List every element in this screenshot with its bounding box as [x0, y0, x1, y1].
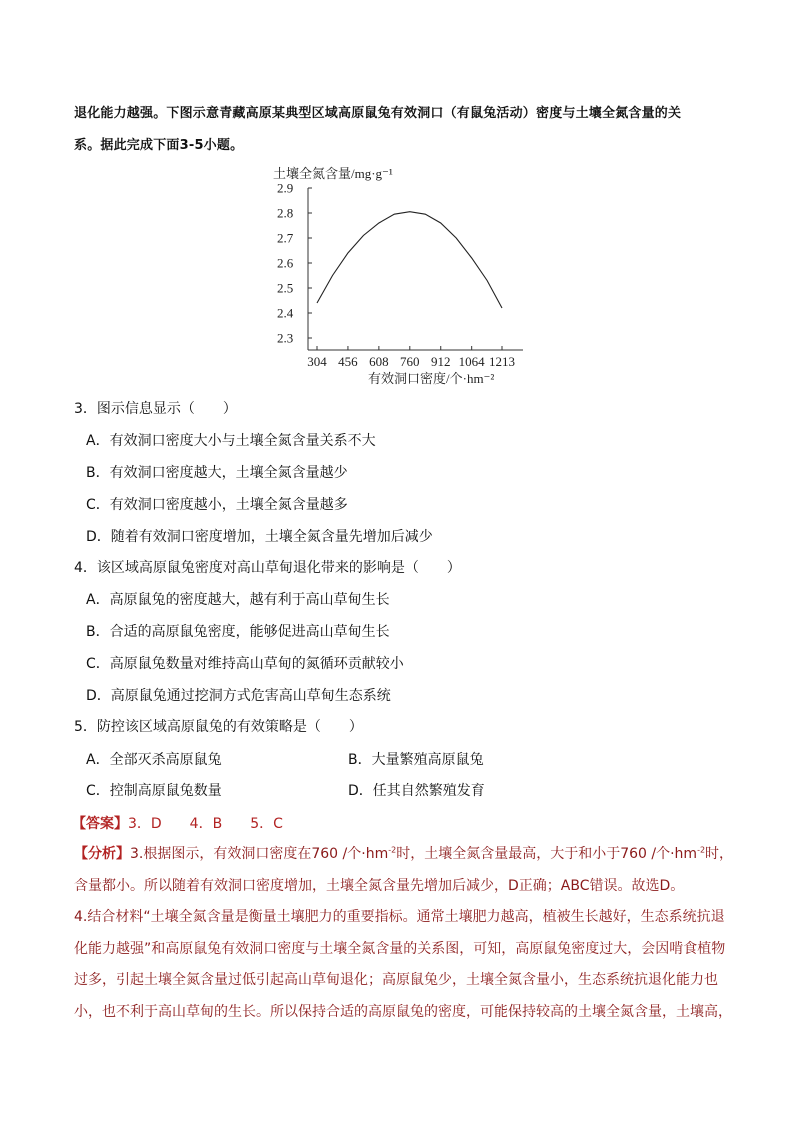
y-tick-label: 2.5 [277, 280, 294, 296]
q5-stem: 5．防控该区域高原鼠兔的有效策略是（ ） [74, 719, 363, 735]
q3-stem: 3．图示信息显示（ ） [74, 401, 237, 417]
q5-option-a: A．全部灭杀高原鼠兔 [86, 752, 222, 768]
answer-line [72, 813, 283, 833]
x-tick-label: 1213 [489, 354, 515, 369]
q5-option-d: D．任其自然繁殖发育 [348, 783, 485, 799]
q4-stem: 4．该区域高原鼠兔密度对高山草甸退化带来的影响是（ ） [74, 560, 461, 576]
data-line [317, 212, 502, 308]
y-tick-label: 2.4 [277, 305, 294, 321]
y-tick-label: 2.8 [277, 205, 294, 221]
analysis-q4: 4.结合材料“土壤全氮含量是衡量土壤肥力的重要指标。通常土壤肥力越高，植被生长越好，生态系统抗退化能力越强”和高原鼠兔有效洞口密度与土壤全氮含量的关系图，可知，高原鼠兔密度过大，会因啃食植物过多，引起土壤全氮含量过低引起高山草甸退化；高原鼠兔少，土壤全氮含量小，生态系统抗退化能力也小，也不利于高山草甸的生长。所以保持合适的高原鼠兔的密度，可能保持较高的土壤全氮含量，土壤高， [74, 909, 732, 1020]
analysis-q3 [74, 839, 734, 902]
x-tick-label: 760 [400, 354, 420, 369]
unit-superscript: -2 [388, 845, 397, 855]
x-tick-label: 608 [369, 354, 389, 369]
unit-superscript: -2 [697, 845, 706, 855]
y-axis-label: 土壤全氮含量/mg·g⁻¹ [273, 166, 393, 181]
x-tick-label: 912 [430, 354, 451, 369]
y-tick-label: 2.3 [277, 330, 294, 346]
answer-tag: 【答案】 [72, 816, 128, 832]
y-tick-label: 2.9 [277, 180, 294, 196]
intro-line-1: 退化能力越强。下图示意青藏高原某典型区域高原鼠兔有效洞口（有鼠兔活动）密度与土壤全氮含量的关 [74, 106, 682, 121]
analysis-q3-part3: 时，含量 [74, 846, 734, 894]
q5-option-c: C．控制高原鼠兔数量 [86, 783, 222, 799]
analysis-q3-part4: 都小。所以随着有效洞口密度增加，土壤全氮含量先增加后减少，D正确；ABC错误。故选D。 [102, 877, 685, 894]
x-tick-label: 1064 [458, 354, 485, 369]
q4-option-a: A．高原鼠兔的密度越大，越有利于高山草甸生长 [86, 592, 390, 608]
intro-line-2: 系。据此完成下面3-5小题。 [74, 138, 244, 153]
q3-option-b: B．有效洞口密度越大，土壤全氮含量越少 [86, 465, 348, 481]
q5-option-b: B．大量繁殖高原鼠兔 [348, 752, 484, 768]
analysis-q3-part1: 3.根据图示，有效洞口密度在760 /个·hm [130, 846, 389, 862]
analysis-tag: 【分析】 [74, 846, 130, 862]
nitrogen-density-chart [265, 160, 535, 392]
q3-option-a: A．有效洞口密度大小与土壤全氮含量关系不大 [86, 433, 376, 449]
analysis-block [74, 839, 734, 1028]
x-tick-label: 304 [307, 354, 327, 369]
q3-option-d: D．随着有效洞口密度增加，土壤全氮含量先增加后减少 [86, 529, 433, 545]
y-tick-label: 2.7 [277, 230, 294, 246]
x-tick-label: 456 [338, 354, 358, 369]
q4-option-c: C．高原鼠兔数量对维持高山草甸的氮循环贡献较小 [86, 656, 404, 672]
y-tick-label: 2.6 [277, 255, 294, 271]
x-axis-label: 有效洞口密度/个·hm⁻² [368, 371, 495, 386]
analysis-q3-part2: 时，土壤全氮含量最高，大于和小于760 /个·hm [396, 846, 698, 862]
answer-text: 3．D 4．B 5．C [128, 816, 283, 832]
q4-option-b: B．合适的高原鼠兔密度，能够促进高山草甸生长 [86, 624, 390, 640]
q4-option-d: D．高原鼠兔通过挖洞方式危害高山草甸生态系统 [86, 688, 391, 704]
q3-option-c: C．有效洞口密度越小，土壤全氮含量越多 [86, 497, 348, 513]
